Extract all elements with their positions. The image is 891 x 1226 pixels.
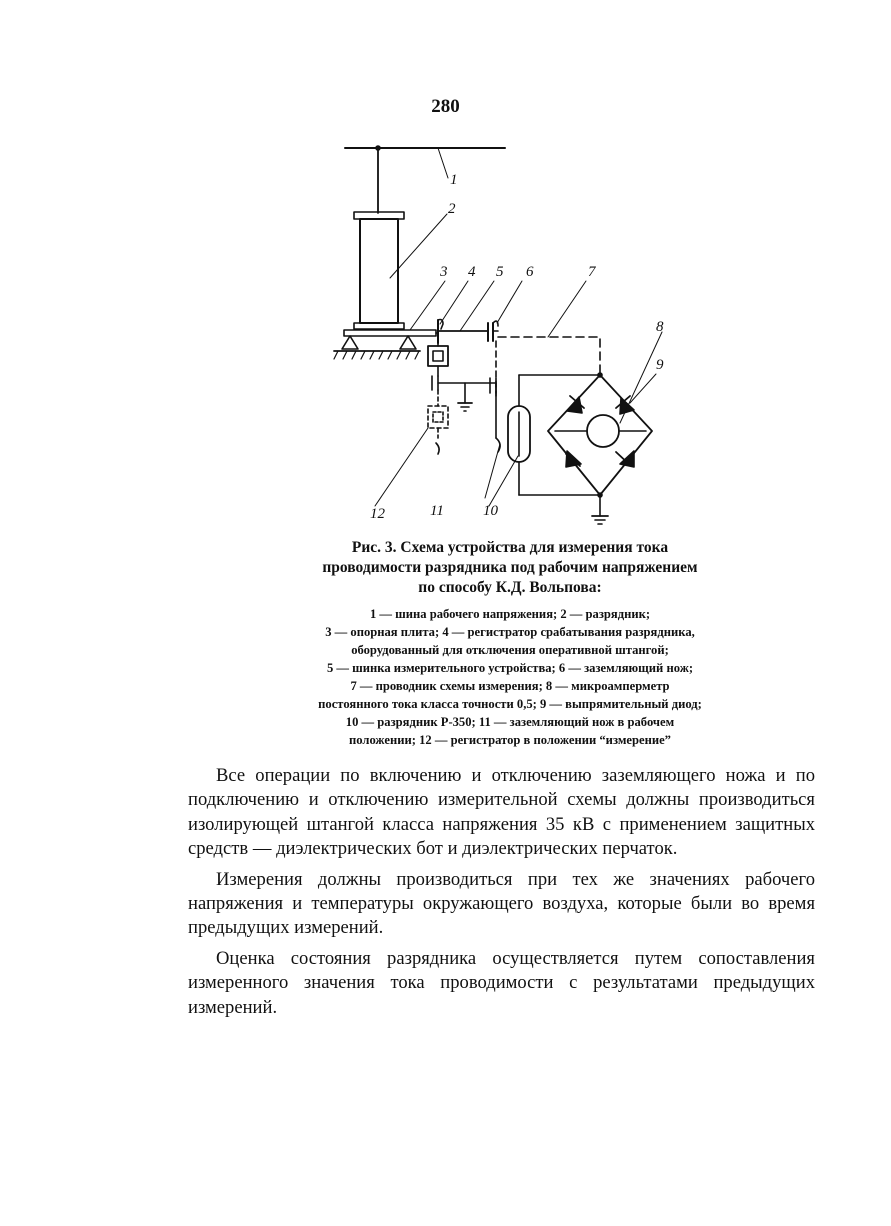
figure-label-5: 5 xyxy=(496,264,504,280)
body-text xyxy=(188,764,815,1026)
legend-line: оборудованный для отключения оперативной штангой; xyxy=(351,643,669,657)
register-12-device xyxy=(428,406,448,428)
legend-line: постоянного тока класса точности 0,5; 9 — выпрямительный диод; xyxy=(318,697,702,711)
figure-label-4: 4 xyxy=(468,264,476,280)
caption-title-line: проводимости разрядника под рабочим напряжением xyxy=(322,559,698,576)
caption-title-line: по способу К.Д. Вольпова: xyxy=(418,579,602,596)
register-12-inner xyxy=(433,412,443,422)
figure-label-12: 12 xyxy=(370,506,385,522)
circuit-diagram-svg xyxy=(320,138,710,533)
caption-title-line: Рис. 3. Схема устройства для измерения тока xyxy=(351,539,669,556)
figure-label-8: 8 xyxy=(656,319,664,335)
figure-label-6: 6 xyxy=(526,264,534,280)
legend-line: 5 — шинка измерительного устройства; 6 — заземляющий нож; xyxy=(326,661,694,675)
figure-label-10: 10 xyxy=(483,503,498,519)
ground-hatching xyxy=(334,351,419,359)
register-12-hook xyxy=(436,443,439,454)
paragraph: Оценка состояния разрядника осуществляется путем сопоставления измеренного значения тока проводимости с результатами предыдущих измерений. xyxy=(188,947,815,1018)
legend-line: положении; 12 — регистратор в положении “измерение” xyxy=(349,733,671,747)
figure-label-9: 9 xyxy=(656,357,664,373)
arrester-top-cap xyxy=(354,212,404,219)
figure-caption-title xyxy=(250,538,770,598)
figure-label-11: 11 xyxy=(430,503,444,519)
microammeter xyxy=(587,415,619,447)
figure-label-7: 7 xyxy=(588,264,596,280)
diode-bridge-frame xyxy=(548,375,652,495)
register-device-inner xyxy=(433,351,443,361)
paragraph: Измерения должны производиться при тех же значениях рабочего напряжения и температуры окружающего воздуха, которые были во время предыдущих измерений. xyxy=(188,868,815,939)
legend-line: 7 — проводник схемы измерения; 8 — микроамперметр xyxy=(350,679,670,693)
measurement-conductor-dashed xyxy=(498,337,600,378)
legend-line: 1 — шина рабочего напряжения; 2 — разрядник; xyxy=(369,607,651,621)
legend-line: 3 — опорная плита; 4 — регистратор срабатывания разрядника, xyxy=(325,625,695,639)
figure-label-1: 1 xyxy=(450,172,458,188)
page-number: 280 xyxy=(431,96,460,117)
figure-label-2: 2 xyxy=(448,201,456,217)
base-plate xyxy=(344,330,436,336)
support-left xyxy=(342,336,358,349)
paragraph: Все операции по включению и отключению заземляющего ножа и по подключению и отключению измерительной схемы должны производиться изолирующей штангой класса напряжения 35 кВ с применением защитных средств — диэлектрических бот и диэлектрических перчаток. xyxy=(188,765,815,860)
figure-label-3: 3 xyxy=(440,264,448,280)
circuit-diagram xyxy=(320,138,710,533)
register-device xyxy=(428,346,448,366)
figure-legend xyxy=(240,605,780,749)
legend-line: 10 — разрядник Р-350; 11 — заземляющий нож в рабочем xyxy=(345,715,675,729)
support-right xyxy=(400,336,416,349)
arrester-body xyxy=(360,219,398,323)
